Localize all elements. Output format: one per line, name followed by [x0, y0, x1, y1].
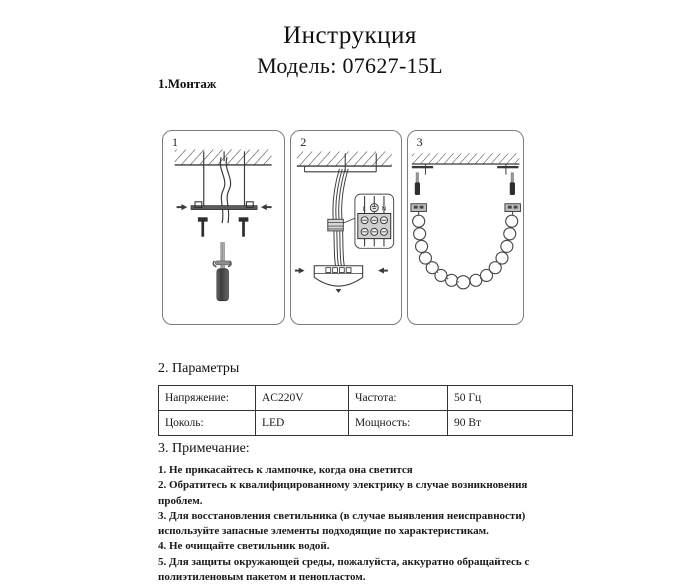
param-value-socket: LED	[256, 411, 349, 436]
panel-number: 1	[172, 135, 178, 150]
wire-bundle	[333, 169, 348, 266]
screwdriver-icon	[213, 243, 231, 301]
list-item: 1. Не прикасайтесь к лампочке, когда она светится	[158, 463, 530, 478]
ceiling-hatching	[175, 149, 272, 165]
param-value-voltage: AC220V	[256, 386, 349, 411]
wiring-connection-illustration	[291, 131, 400, 324]
section-heading-notes: 3. Примечание:	[158, 441, 250, 457]
param-label-frequency: Частота:	[349, 386, 448, 411]
diagram-panel-3	[407, 130, 524, 325]
param-label-power: Мощность:	[349, 411, 448, 436]
terminal-callout	[355, 194, 394, 248]
list-item: 2. Обратитесь к квалифицированному электрику в случае возникновения проблем.	[158, 478, 530, 509]
final-assembly-illustration	[408, 131, 523, 324]
notes-list	[158, 463, 530, 585]
param-value-frequency: 50 Гц	[448, 386, 573, 411]
bracket-installation-illustration	[163, 131, 284, 324]
ceiling-mount-left	[411, 164, 433, 216]
diagram-panel-1	[162, 130, 285, 325]
page-title: Инструкция	[0, 22, 700, 51]
ceiling-mount-right	[497, 164, 520, 216]
section-heading-mount: 1.Монтаж	[158, 76, 216, 92]
mounting-diagrams	[162, 130, 524, 325]
terminal-block	[328, 219, 343, 231]
panel-number: 2	[300, 135, 306, 150]
param-label-voltage: Напряжение:	[159, 386, 256, 411]
table-row	[159, 386, 573, 411]
terminal-label-l: L	[363, 207, 367, 213]
earth-symbol	[370, 204, 378, 212]
section-heading-parameters: 2. Параметры	[158, 361, 239, 377]
list-item: 3. Для восстановления светильника (в случае выявления неисправности) используйте запасные элементы подходящие по характеристикам.	[158, 509, 530, 540]
table-row	[159, 411, 573, 436]
terminal-label-n: N	[382, 207, 386, 213]
list-item: 4. Не очищайте светильник водой.	[158, 539, 530, 554]
parameters-table	[158, 385, 573, 436]
panel-number: 3	[417, 135, 423, 150]
bead-garland	[412, 215, 517, 289]
document-header	[0, 22, 700, 79]
mounting-bar	[191, 202, 257, 210]
ceiling-hatching	[297, 151, 392, 171]
canopy-base	[314, 266, 362, 293]
list-item: 5. Для защиты окружающей среды, пожалуйста, аккуратно обращайтесь с полиэтиленовым пакетом и пенопластом.	[158, 555, 530, 585]
param-value-power: 90 Вт	[448, 411, 573, 436]
ceiling-hatching	[412, 153, 520, 164]
model-number: Модель: 07627-15L	[0, 53, 700, 79]
power-wires	[220, 157, 230, 223]
param-label-socket: Цоколь:	[159, 411, 256, 436]
diagram-panel-2	[290, 130, 401, 325]
